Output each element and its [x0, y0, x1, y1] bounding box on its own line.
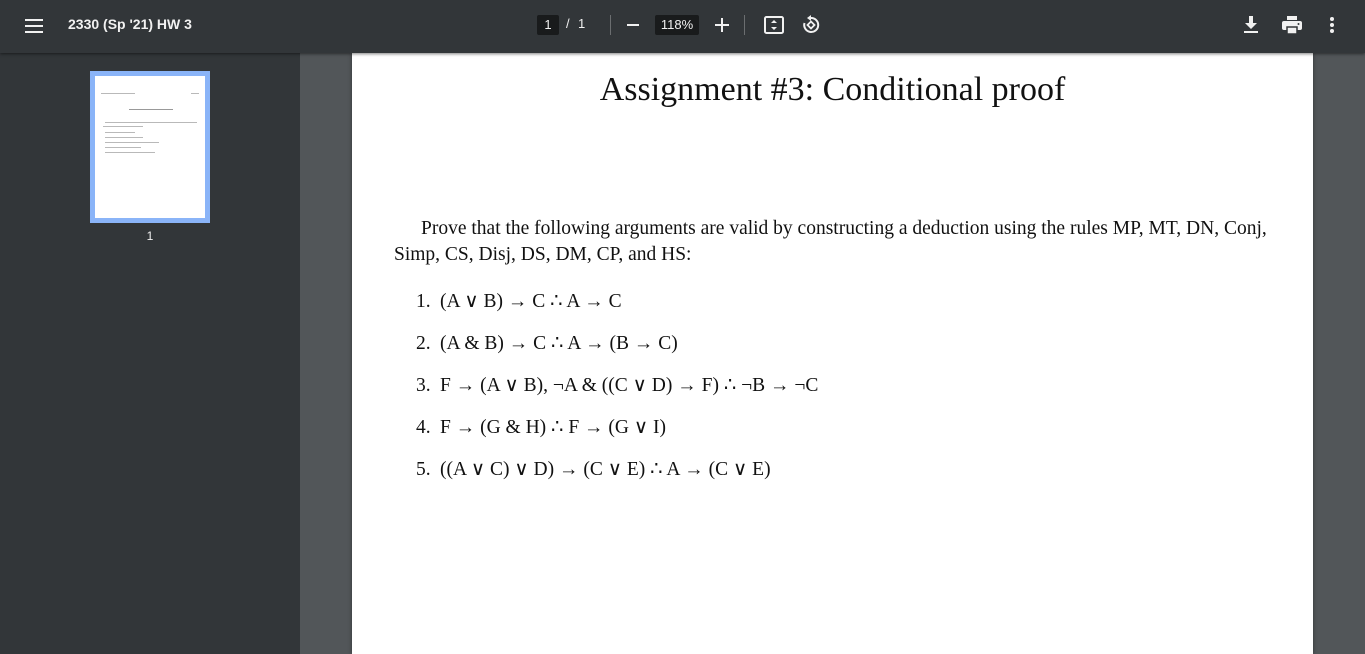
item-number: 3.: [416, 375, 431, 396]
pdf-page: [352, 53, 1313, 654]
item-text: F → (G & H) ∴ F → (G ∨ I): [440, 417, 667, 438]
fit-page-icon: [764, 16, 784, 34]
hamburger-menu-icon[interactable]: [20, 12, 48, 40]
item-number: 2.: [416, 333, 431, 354]
item-text: (A ∨ B) → C ∴ A → C: [440, 291, 622, 312]
thumbnail-page-number: 1: [146, 229, 154, 243]
list-item: [416, 289, 818, 331]
item-text: F → (A ∨ B), ¬A & ((C ∨ D) → F) ∴ ¬B → ¬C: [440, 375, 819, 396]
argument-list: [416, 289, 818, 499]
intro-paragraph: Prove that the following arguments are valid by constructing a deduction using the rules MP, MT, DN, Conj, Simp, CS, Disj, DS, DM, CP, and HS:: [394, 218, 1267, 265]
page-thumbnail-selected[interactable]: [90, 71, 210, 223]
toolbar-divider: [744, 15, 745, 35]
list-item: [416, 415, 818, 457]
more-vert-icon: [1330, 17, 1334, 33]
page-thumbnail-image: [95, 76, 205, 218]
list-item: [416, 457, 818, 499]
zoom-out-button[interactable]: [622, 14, 644, 36]
item-number: 5.: [416, 459, 431, 480]
document-title: 2330 (Sp '21) HW 3: [68, 16, 192, 32]
toolbar-divider: [610, 15, 611, 35]
page-total: 1: [578, 16, 586, 31]
document-heading: Assignment #3: Conditional proof: [599, 71, 1066, 108]
list-item: [416, 331, 818, 373]
page-separator: /: [566, 16, 570, 31]
pdf-toolbar: [0, 0, 1365, 53]
more-actions-button[interactable]: [1320, 13, 1344, 37]
print-icon: [1282, 16, 1302, 34]
thumbnail-sidebar: [0, 53, 300, 654]
zoom-level-input[interactable]: 118%: [655, 15, 699, 35]
item-number: 4.: [416, 417, 431, 438]
minus-icon: [627, 24, 639, 26]
fit-to-page-button[interactable]: [762, 13, 786, 37]
plus-icon: [715, 18, 729, 32]
list-item: [416, 373, 818, 415]
rotate-button[interactable]: [799, 13, 823, 37]
item-text: ((A ∨ C) ∨ D) → (C ∨ E) ∴ A → (C ∨ E): [440, 459, 771, 480]
download-button[interactable]: [1239, 13, 1263, 37]
rotate-icon: [801, 15, 821, 35]
download-icon: [1243, 16, 1259, 34]
zoom-in-button[interactable]: [711, 14, 733, 36]
page-number-input[interactable]: 1: [537, 15, 559, 35]
item-text: (A & B) → C ∴ A → (B → C): [440, 333, 678, 354]
document-viewer[interactable]: [300, 53, 1365, 654]
item-number: 1.: [416, 291, 431, 312]
print-button[interactable]: [1280, 13, 1304, 37]
